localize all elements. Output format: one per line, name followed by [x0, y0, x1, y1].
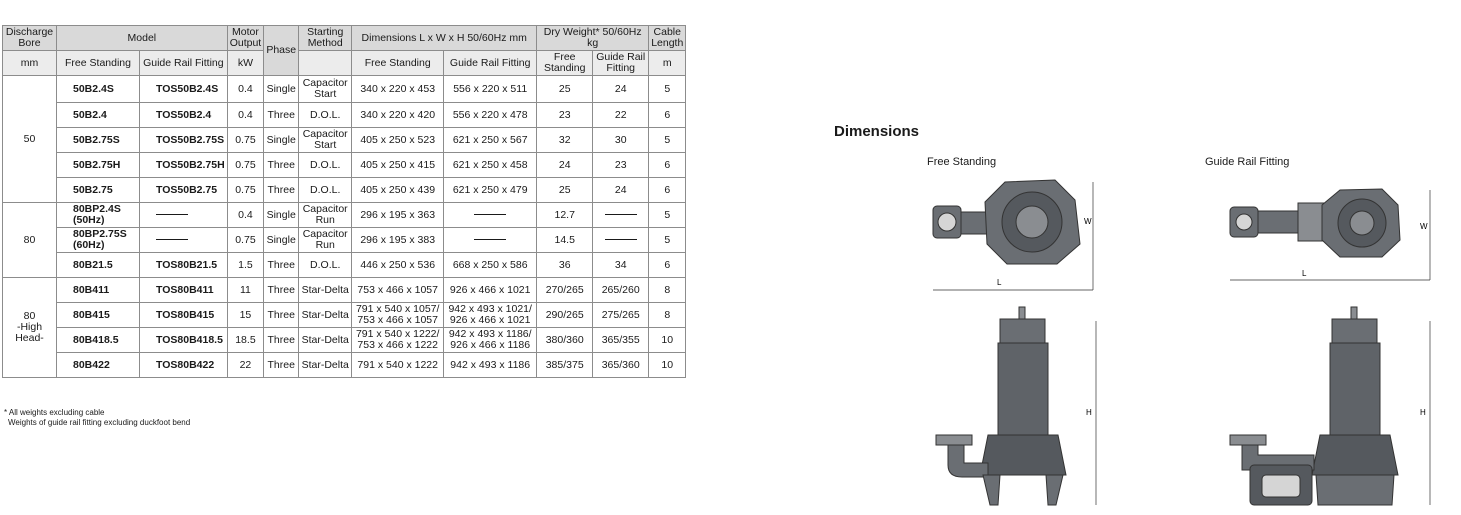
cable-length-cell: 8	[649, 278, 686, 303]
dims-free-cell: 791 x 540 x 1222/ 753 x 466 x 1222	[352, 328, 444, 353]
cable-length-cell: 8	[649, 303, 686, 328]
model-guide-cell: TOS80B21.5	[140, 253, 228, 278]
motor-output-cell: 0.75	[227, 228, 264, 253]
discharge-bore-cell: 50	[3, 76, 57, 203]
dims-free-cell: 340 x 220 x 453	[352, 76, 444, 103]
model-free-cell: 80BP2.75S (60Hz)	[57, 228, 140, 253]
phase-cell: Single	[264, 203, 299, 228]
dims-guide-cell: 926 x 466 x 1021	[444, 278, 537, 303]
cable-length-cell: 10	[649, 353, 686, 378]
free-standing-side-view	[928, 305, 1108, 510]
model-free-cell: 80BP2.4S (50Hz)	[57, 203, 140, 228]
dims-free-cell: 753 x 466 x 1057	[352, 278, 444, 303]
guide-rail-side-view	[1222, 305, 1437, 510]
motor-output-cell: 0.4	[227, 203, 264, 228]
weight-guide-cell: 365/355	[593, 328, 649, 353]
phase-cell: Three	[264, 178, 299, 203]
model-guide-cell: TOS80B422	[140, 353, 228, 378]
weight-free-cell: 14.5	[537, 228, 593, 253]
dims-free-cell: 340 x 220 x 420	[352, 103, 444, 128]
table-row	[3, 178, 686, 203]
discharge-bore-header: Discharge Bore	[3, 26, 57, 51]
table-row	[3, 228, 686, 253]
dw-free-header: Free Standing	[537, 51, 593, 76]
starting-method-cell: Star-Delta	[299, 303, 352, 328]
dims-free-cell: 405 x 250 x 439	[352, 178, 444, 203]
dims-free-cell: 296 x 195 x 383	[352, 228, 444, 253]
dry-weight-header: Dry Weight* 50/60Hz kg	[537, 26, 649, 51]
phase-cell: Three	[264, 303, 299, 328]
dims-free-cell: 405 x 250 x 523	[352, 128, 444, 153]
discharge-bore-cell: 80	[3, 203, 57, 278]
weight-guide-cell: 30	[593, 128, 649, 153]
model-guide-cell: TOS80B418.5	[140, 328, 228, 353]
phase-cell: Single	[264, 228, 299, 253]
motor-output-cell: 15	[227, 303, 264, 328]
model-guide-cell: TOS50B2.4	[140, 103, 228, 128]
weight-guide-cell: 24	[593, 178, 649, 203]
model-guide-header: Guide Rail Fitting	[140, 51, 228, 76]
starting-method-cell: Capacitor Start	[299, 76, 352, 103]
weight-guide-cell: 24	[593, 76, 649, 103]
weight-free-cell: 385/375	[537, 353, 593, 378]
free-standing-label: Free Standing	[927, 156, 997, 168]
motor-output-cell: 0.75	[227, 128, 264, 153]
dimensions-header: Dimensions L x W x H 50/60Hz mm	[352, 26, 537, 51]
cable-length-cell: 6	[649, 103, 686, 128]
weight-free-cell: 380/360	[537, 328, 593, 353]
starting-method-cell: Star-Delta	[299, 353, 352, 378]
starting-method-cell: Capacitor Run	[299, 228, 352, 253]
not-available-dash	[156, 214, 188, 215]
cable-length-cell: 5	[649, 76, 686, 103]
model-free-cell: 80B418.5	[57, 328, 140, 353]
discharge-unit: mm	[3, 51, 57, 76]
weight-guide-cell	[593, 228, 649, 253]
model-free-cell: 50B2.75	[57, 178, 140, 203]
free-standing-top-view	[925, 172, 1105, 297]
table-row	[3, 76, 686, 103]
model-free-cell: 80B415	[57, 303, 140, 328]
table-body	[3, 76, 686, 378]
dim-free-header: Free Standing	[352, 51, 444, 76]
weight-free-cell: 24	[537, 153, 593, 178]
dims-guide-cell: 556 x 220 x 478	[444, 103, 537, 128]
starting-method-cell: D.O.L.	[299, 178, 352, 203]
dims-guide-cell: 621 x 250 x 479	[444, 178, 537, 203]
dims-guide-cell	[444, 203, 537, 228]
starting-method-cell: Capacitor Run	[299, 203, 352, 228]
h-label: H	[1086, 408, 1092, 417]
weight-free-cell: 25	[537, 178, 593, 203]
w-label: W	[1420, 222, 1428, 231]
weight-guide-cell: 365/360	[593, 353, 649, 378]
weight-guide-cell: 23	[593, 153, 649, 178]
dims-guide-cell: 942 x 493 x 1186	[444, 353, 537, 378]
starting-method-header: Starting Method	[299, 26, 352, 51]
discharge-bore-cell: 80 -High Head-	[3, 278, 57, 378]
model-guide-cell: TOS50B2.75S	[140, 128, 228, 153]
weight-guide-cell: 22	[593, 103, 649, 128]
weight-free-cell: 12.7	[537, 203, 593, 228]
not-available-dash	[474, 214, 506, 215]
motor-output-cell: 18.5	[227, 328, 264, 353]
table-row	[3, 353, 686, 378]
weight-guide-cell	[593, 203, 649, 228]
cable-length-cell: 6	[649, 178, 686, 203]
motor-output-cell: 0.75	[227, 153, 264, 178]
motor-output-cell: 1.5	[227, 253, 264, 278]
table-row	[3, 203, 686, 228]
model-guide-cell: TOS50B2.75H	[140, 153, 228, 178]
starting-method-sub	[299, 51, 352, 76]
starting-method-cell: Capacitor Start	[299, 128, 352, 153]
model-guide-cell: TOS80B411	[140, 278, 228, 303]
table-row	[3, 253, 686, 278]
dims-free-cell: 446 x 250 x 536	[352, 253, 444, 278]
cable-length-cell: 6	[649, 253, 686, 278]
model-guide-cell: TOS50B2.75	[140, 178, 228, 203]
model-free-cell: 80B411	[57, 278, 140, 303]
dims-guide-cell: 668 x 250 x 586	[444, 253, 537, 278]
phase-cell: Three	[264, 253, 299, 278]
dims-guide-cell: 621 x 250 x 567	[444, 128, 537, 153]
weight-guide-cell: 275/265	[593, 303, 649, 328]
footnote-weights: * All weights excluding cable	[4, 408, 105, 417]
guide-rail-label: Guide Rail Fitting	[1205, 156, 1290, 168]
cable-length-cell: 6	[649, 153, 686, 178]
motor-output-cell: 0.75	[227, 178, 264, 203]
dims-guide-cell: 942 x 493 x 1186/ 926 x 466 x 1186	[444, 328, 537, 353]
model-guide-cell: TOS50B2.4S	[140, 76, 228, 103]
w-label: W	[1084, 217, 1092, 226]
model-guide-cell: TOS80B415	[140, 303, 228, 328]
motor-unit: kW	[227, 51, 264, 76]
table-row	[3, 128, 686, 153]
not-available-dash	[474, 239, 506, 240]
guide-rail-top-view	[1222, 185, 1437, 290]
motor-output-cell: 0.4	[227, 76, 264, 103]
motor-output-cell: 11	[227, 278, 264, 303]
starting-method-cell: Star-Delta	[299, 278, 352, 303]
dw-guide-header: Guide Rail Fitting	[593, 51, 649, 76]
model-free-cell: 50B2.75H	[57, 153, 140, 178]
cable-length-cell: 5	[649, 228, 686, 253]
phase-cell: Three	[264, 153, 299, 178]
model-free-cell: 80B422	[57, 353, 140, 378]
weight-free-cell: 25	[537, 76, 593, 103]
starting-method-cell: D.O.L.	[299, 153, 352, 178]
model-free-cell: 50B2.4	[57, 103, 140, 128]
cable-unit: m	[649, 51, 686, 76]
model-header: Model	[57, 26, 228, 51]
starting-method-cell: D.O.L.	[299, 253, 352, 278]
cable-length-cell: 5	[649, 128, 686, 153]
weight-free-cell: 290/265	[537, 303, 593, 328]
model-guide-cell	[140, 228, 228, 253]
phase-cell: Three	[264, 103, 299, 128]
starting-method-cell: Star-Delta	[299, 328, 352, 353]
dims-free-cell: 405 x 250 x 415	[352, 153, 444, 178]
model-free-header: Free Standing	[57, 51, 140, 76]
dim-guide-header: Guide Rail Fitting	[444, 51, 537, 76]
l-label: L	[997, 278, 1002, 287]
pump-side-drawing	[1230, 307, 1398, 505]
not-available-dash	[605, 214, 637, 215]
cable-length-cell: 10	[649, 328, 686, 353]
weight-free-cell: 270/265	[537, 278, 593, 303]
dims-guide-cell	[444, 228, 537, 253]
table-row	[3, 103, 686, 128]
weight-free-cell: 36	[537, 253, 593, 278]
model-free-cell: 50B2.4S	[57, 76, 140, 103]
pump-top-drawing	[933, 180, 1080, 264]
weight-guide-cell: 34	[593, 253, 649, 278]
pump-side-drawing	[936, 307, 1066, 505]
dims-guide-cell: 556 x 220 x 511	[444, 76, 537, 103]
dims-guide-cell: 942 x 493 x 1021/ 926 x 466 x 1021	[444, 303, 537, 328]
dims-free-cell: 791 x 540 x 1057/ 753 x 466 x 1057	[352, 303, 444, 328]
phase-cell: Three	[264, 328, 299, 353]
phase-cell: Three	[264, 353, 299, 378]
motor-output-cell: 22	[227, 353, 264, 378]
dims-free-cell: 296 x 195 x 363	[352, 203, 444, 228]
cable-length-cell: 5	[649, 203, 686, 228]
pump-top-drawing	[1230, 189, 1400, 257]
model-free-cell: 80B21.5	[57, 253, 140, 278]
cable-length-header: Cable Length	[649, 26, 686, 51]
phase-header: Phase	[264, 26, 299, 76]
weight-free-cell: 23	[537, 103, 593, 128]
phase-cell: Three	[264, 278, 299, 303]
footnote-guide-rail: Weights of guide rail fitting excluding duckfoot bend	[8, 418, 191, 427]
phase-cell: Single	[264, 76, 299, 103]
table-row	[3, 278, 686, 303]
not-available-dash	[605, 239, 637, 240]
l-label: L	[1302, 269, 1307, 278]
motor-output-header: Motor Output	[227, 26, 264, 51]
model-guide-cell	[140, 203, 228, 228]
not-available-dash	[156, 239, 188, 240]
dims-guide-cell: 621 x 250 x 458	[444, 153, 537, 178]
table-row	[3, 328, 686, 353]
motor-output-cell: 0.4	[227, 103, 264, 128]
dimensions-title: Dimensions	[834, 123, 920, 140]
weight-free-cell: 32	[537, 128, 593, 153]
phase-cell: Single	[264, 128, 299, 153]
dims-free-cell: 791 x 540 x 1222	[352, 353, 444, 378]
starting-method-cell: D.O.L.	[299, 103, 352, 128]
table-row	[3, 153, 686, 178]
h-label: H	[1420, 408, 1426, 417]
model-free-cell: 50B2.75S	[57, 128, 140, 153]
weight-guide-cell: 265/260	[593, 278, 649, 303]
table-row	[3, 303, 686, 328]
spec-table	[2, 25, 686, 378]
